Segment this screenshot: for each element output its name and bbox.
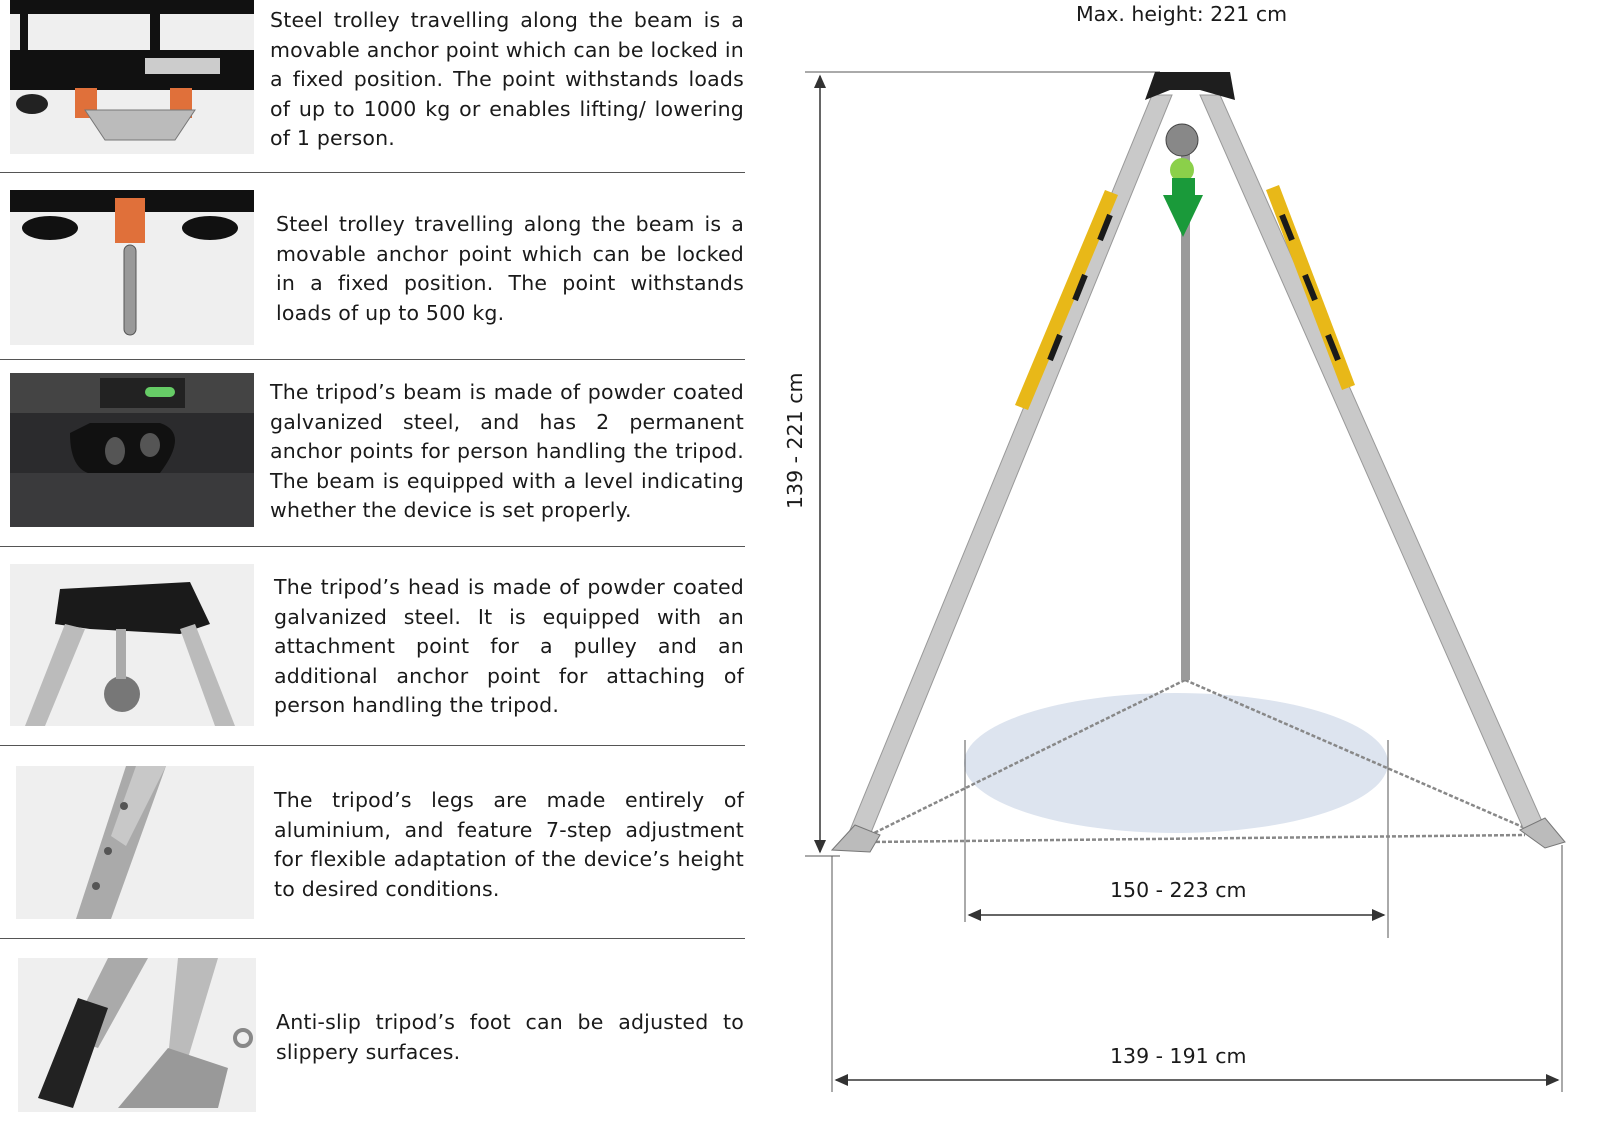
trolley-1000kg-image — [10, 0, 254, 154]
feature-text: The tripod’s beam is made of powder coated galvanized steel, and has 2 permanent anchor points for person handling the tripod. The beam is equipped with a level indicating whether the device is set properly. — [270, 380, 744, 522]
beam-level-image — [10, 373, 254, 527]
chains — [870, 680, 1525, 842]
feature-text: The tripod’s head is made of powder coated galvanized steel. It is equipped with an attachment point for a pulley and an additional anchor point for attaching of person handling the tripod. — [274, 575, 744, 717]
center-pole — [1181, 150, 1190, 680]
trolley-500kg-image — [10, 190, 254, 345]
tripod-legs — [832, 95, 1565, 852]
inner-span-label: 150 - 223 cm — [1110, 878, 1247, 902]
working-area-ellipse — [964, 693, 1388, 833]
feature-text: Steel trolley travelling along the beam is a movable anchor point which can be locked in a fixed position. The point withstands loads of up to 1000 kg or enables lifting/ lowering of 1 person. — [270, 8, 744, 150]
tripod-leg-image — [16, 766, 254, 919]
feature-text: Steel trolley travelling along the beam is a movable anchor point which can be locked in a fixed position. The point withstands loads of up to 500 kg. — [276, 212, 744, 325]
base-span-label: 139 - 191 cm — [1110, 1044, 1247, 1068]
tripod-head-image — [10, 564, 254, 726]
feature-tripod-leg — [0, 746, 745, 939]
height-range-label: 139 - 221 cm — [783, 372, 807, 509]
feature-tripod-head — [0, 547, 745, 746]
pulley — [1166, 124, 1198, 156]
down-arrow-icon — [1163, 178, 1203, 237]
tripod-head — [1145, 72, 1235, 100]
feature-text: Anti-slip tripod’s foot can be adjusted to slippery surfaces. — [276, 1010, 744, 1064]
max-height-label: Max. height: 221 cm — [1076, 2, 1288, 26]
feature-tripod-foot — [0, 939, 745, 1136]
tripod-foot-image — [18, 958, 256, 1112]
feature-trolley-500kg — [0, 173, 745, 360]
feature-beam-level — [0, 360, 745, 547]
feature-text: The tripod’s legs are made entirely of aluminium, and feature 7-step adjustment for flexible adaptation of the device’s height to desired conditions. — [274, 788, 744, 901]
feature-trolley-1000kg — [0, 0, 745, 173]
